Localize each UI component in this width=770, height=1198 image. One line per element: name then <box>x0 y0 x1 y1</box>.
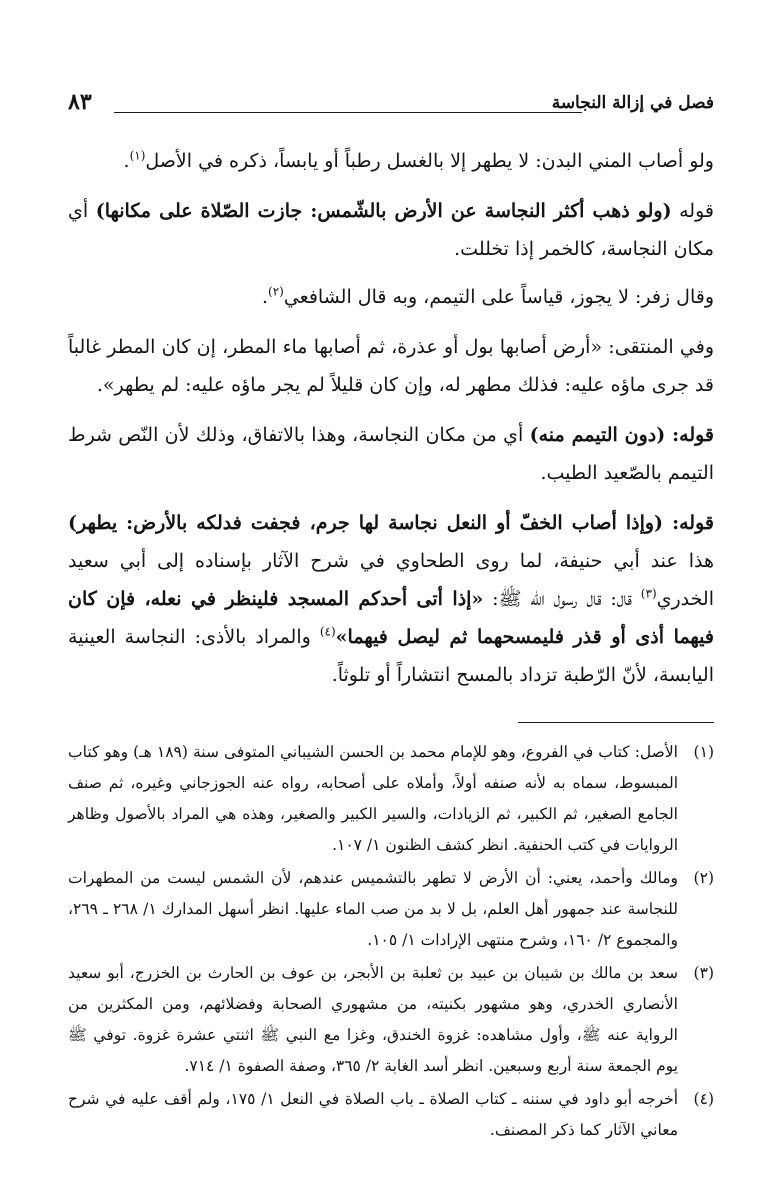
footnote-ref-4[interactable]: (٤) <box>319 624 336 639</box>
chapter-title: فصل في إزالة النجاسة <box>551 93 714 113</box>
footnote-text: أخرجه أبو داود في سننه ـ كتاب الصلاة ـ باب الصلاة في النعل ١/ ١٧٥، ولم أقف عليه في شرح معاني الآثار كما ذكر المصنف. <box>68 1090 678 1139</box>
page-number: ٨٣ <box>68 89 92 115</box>
matn-quote: قوله: (وإذا أصاب الخفّ أو النعل نجاسة لها جرم، فجفت فدلكه بالأرض: يطهر) <box>68 512 714 534</box>
main-text <box>68 142 714 694</box>
footnote-text: سعد بن مالك بن شيبان بن عبيد بن ثعلبة بن الأبجر، بن عوف بن الحارث بن الخزرج، أبو سعيد الأنصاري الخدري، وهو مشهور بكنيته، من مشهوري الصحابة وفضلائهم، ومن المكثرين من الرواية عنه ﷺ، وأول مشاهده: غزوة الخندق، وغزا مع النبي ﷺ اثنتي عشرة غزوة. توفي ﷺ يوم الجمعة سنة أربع وسبعين. انظر أسد الغابة ٢/ ٣٦٥، وصفة الصفوة ١/ ٧١٤. <box>68 964 678 1075</box>
hadith-quote: «إذا أتى أحدكم المسجد فلينظر في نعله، فإن كان فيهما أذى أو قذر فليمسحهما ثم ليصل فيهما» <box>68 588 714 648</box>
paragraph-5: قوله: (دون التيمم منه) أي من مكان النجاسة، وهذا بالاتفاق، وذلك لأن النّص شرط التيمم بالصّعيد الطيب. <box>68 424 715 484</box>
book-page <box>68 89 715 1148</box>
matn-quote: (ولو ذهب أكثر النجاسة عن الأرض بالشّمس: جازت الصّلاة على مكانها) <box>95 200 672 222</box>
footnote-number: (٣) <box>693 964 714 982</box>
paragraph-4: وفي المنتقى: «أرض أصابها بول أو عذرة، ثم أصابها ماء المطر، إن كان المطر غالباً قد جرى ماؤه عليه: فذلك مطهر له، وإن كان قليلاً لم يجر ماؤه عليه: لم يطهر». <box>68 336 714 396</box>
paragraph-2: قوله (ولو ذهب أكثر النجاسة عن الأرض بالشّمس: جازت الصّلاة على مكانها) أي مكان النجاسة، كالخمر إذا تخللت. <box>68 200 714 260</box>
footnote-number: (١) <box>693 743 714 761</box>
header-rule <box>114 112 582 113</box>
footnote-ref-3[interactable]: (٣) <box>640 586 657 601</box>
matn-quote: قوله: (دون التيمم منه) <box>529 424 715 446</box>
footnote <box>68 737 714 861</box>
footnote-text: ومالك وأحمد، يعني: أن الأرض لا تطهر بالتشميس عندهم، لأن الشمس ليست من المطهرات للنجاسة عند جمهور أهل العلم، بل لا بد من صب الماء عليها. انظر أسهل المدارك ١/ ٢٦٨ ـ ٢٦٩، والمجموع ٢/ ١٦٠، وشرح منتهى الإرادات ١/ ١٠٥. <box>68 869 678 949</box>
paragraph-3: وقال زفر: لا يجوز، قياساً على التيمم، وبه قال الشافعي$^{(٢)}$. <box>261 284 714 308</box>
footnote <box>68 863 714 956</box>
footnote-ref-2[interactable]: (٢) <box>268 284 284 299</box>
footnote-number: (٤) <box>693 1090 714 1108</box>
paragraph-6: قوله: (وإذا أصاب الخفّ أو النعل نجاسة لها جرم، فجفت فدلكه بالأرض: يطهر) هذا عند أبي حنيفة، لما روى الطحاوي في شرح الآثار بإسناده إلى أبي سعيد الخدري$^{(٣)}$ قال: قال رسول الله ﷺ: «إذا أتى أحدكم المسجد فلينظر في نعله، فإن كان فيهما أذى أو قذر فليمسحهما ثم ليصل فيهما»$^{(٤)}$ والمراد بالأذى: النجاسة العينية اليابسة، لأنّ الرّطبة تزداد بالمسح انتشاراً أو تلوثاً. <box>68 512 714 686</box>
running-header <box>68 89 714 122</box>
footnote <box>68 958 714 1082</box>
footnote-ref-1[interactable]: (١) <box>129 148 146 163</box>
paragraph-1: ولو أصاب المني البدن: لا يطهر إلا بالغسل رطباً أو يابساً، ذكره في الأصل$^{(١)}$. <box>123 148 714 172</box>
footnote <box>68 1084 714 1146</box>
footnote-number: (٢) <box>693 869 714 887</box>
footnote-text: الأصل: كتاب في الفروع، وهو للإمام محمد بن الحسن الشيباني المتوفى سنة (١٨٩ هـ) وهو كتاب المبسوط، سماه به لأنه صنفه أولاً، وأملاه على أصحابه، رواه عنه الجوزجاني وغيره، ثم صنف الجامع الصغير، ثم الكبير، ثم الزيادات، والسير الكبير والصغير، وهذه هي المراد بالأصول وظاهر الروايات في كتب الحنفية. انظر كشف الظنون ١/ ١٠٧. <box>68 743 678 854</box>
footnote-separator <box>518 722 714 723</box>
footnotes <box>68 737 714 1146</box>
